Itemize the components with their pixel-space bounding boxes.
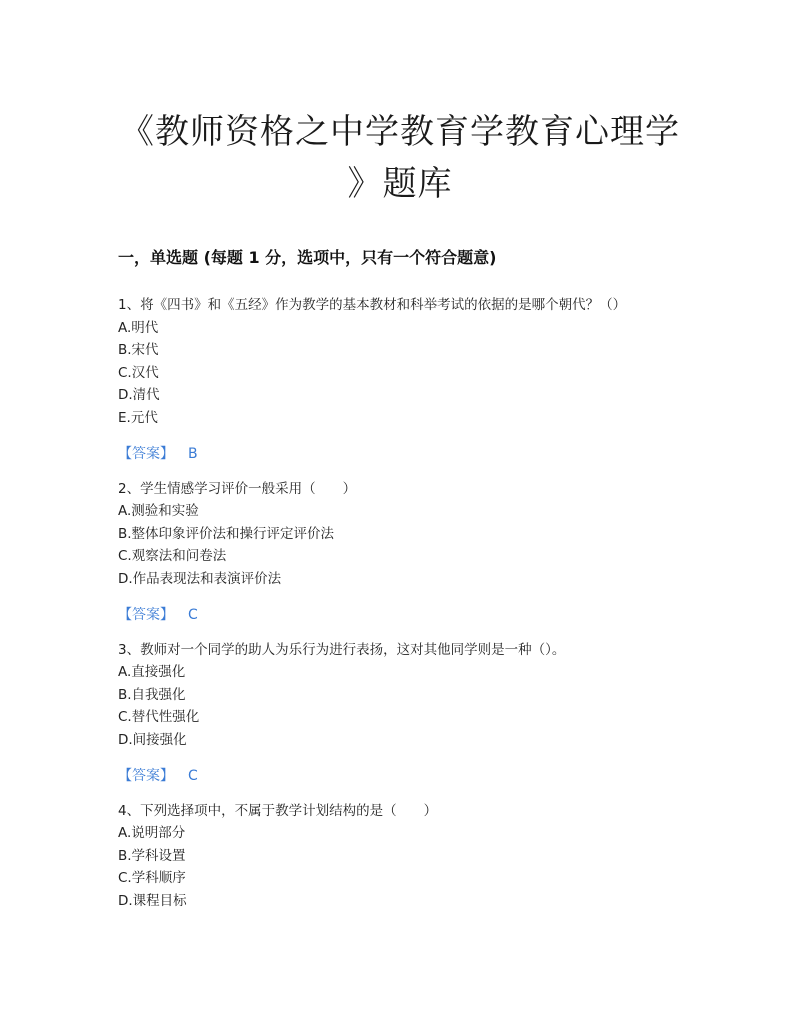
option-a: A.测验和实验 — [118, 503, 199, 520]
question-2 — [118, 478, 718, 626]
option-c: C.汉代 — [118, 364, 159, 381]
document-title — [0, 106, 800, 210]
option-d: D.作品表现法和表演评价法 — [118, 570, 282, 587]
option-e: E.元代 — [118, 409, 158, 426]
option-c: C.学科顺序 — [118, 870, 186, 887]
document-title-line1: 《教师资格之中学教育学教育心理学 — [120, 112, 680, 152]
option-a: A.明代 — [118, 319, 159, 336]
option-a: A.说明部分 — [118, 825, 186, 842]
option-b: B.自我强化 — [118, 686, 186, 703]
answer-label: 【答案】 — [118, 767, 174, 784]
answer-line — [118, 765, 718, 787]
option-c: C.观察法和问卷法 — [118, 548, 227, 565]
question-text: 1、将《四书》和《五经》作为教学的基本教材和科举考试的依据的是哪个朝代？（） — [118, 297, 627, 313]
question-3 — [118, 639, 718, 787]
question-text: 2、学生情感学习评价一般采用（ ） — [118, 480, 357, 497]
option-d: D.清代 — [118, 387, 160, 404]
question-text: 4、下列选择项中，不属于教学计划结构的是（ ） — [118, 802, 438, 819]
section-heading: 一，单选题 (每题 1 分，选项中，只有一个符合题意) — [118, 248, 497, 267]
answer-letter: C — [188, 767, 198, 784]
option-b: B.宋代 — [118, 342, 159, 359]
answer-label: 【答案】 — [118, 606, 174, 623]
answer-letter: B — [188, 445, 198, 462]
document-title-line2: 》题库 — [347, 164, 453, 204]
answer-line — [118, 443, 718, 465]
answer-line — [118, 604, 718, 626]
option-b: B.整体印象评价法和操行评定评价法 — [118, 525, 335, 542]
option-d: D.间接强化 — [118, 731, 187, 748]
option-a: A.直接强化 — [118, 664, 186, 681]
answer-letter: C — [188, 606, 198, 623]
question-4 — [118, 800, 718, 913]
question-1 — [118, 294, 718, 465]
question-text: 3、教师对一个同学的助人为乐行为进行表扬，这对其他同学则是一种（）。 — [118, 641, 566, 658]
answer-label: 【答案】 — [118, 445, 174, 462]
question-list — [118, 294, 718, 912]
option-b: B.学科设置 — [118, 847, 186, 864]
option-d: D.课程目标 — [118, 892, 187, 909]
option-c: C.替代性强化 — [118, 709, 200, 726]
